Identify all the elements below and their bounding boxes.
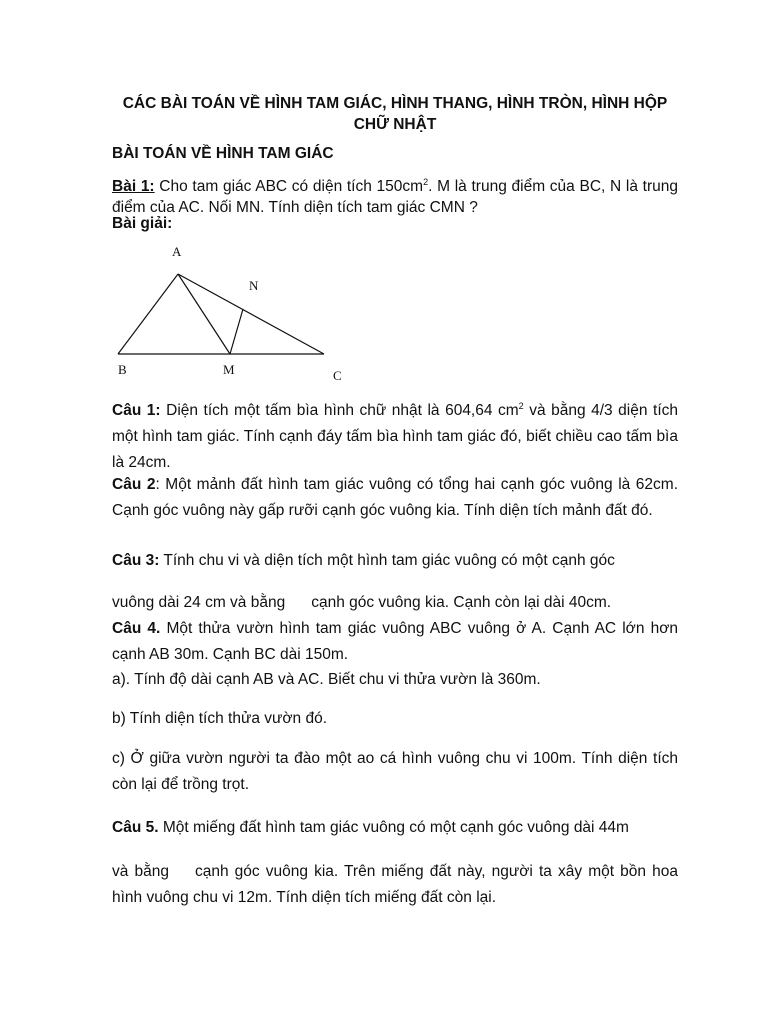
label-a: A	[172, 244, 182, 259]
question-4-label: Câu 4.	[112, 620, 161, 637]
exercise-1-text-b: . M là trung điểm của BC, N là trung điểm của AC. Nối MN. Tính diện tích tam giác CMN ?	[112, 178, 678, 216]
segment-am	[178, 274, 230, 354]
question-3-text-a: Tính chu vi và diện tích một hình tam giác vuông có một cạnh góc	[159, 552, 615, 569]
question-5-text-b2: cạnh góc vuông kia. Trên miếng đất này, người ta xây một bồn hoa hình vuông chu vi 12m. Tính diện tích miếng đất còn lại.	[112, 863, 678, 906]
question-3-text-b2: cạnh góc vuông kia. Cạnh còn lại dài 40cm.	[311, 594, 612, 611]
question-5-text-a: Một miếng đất hình tam giác vuông có một cạnh góc vuông dài 44m	[158, 819, 629, 836]
question-1-sup: 2	[518, 400, 524, 411]
question-4-part-c: c) Ở giữa vườn người ta đào một ao cá hình vuông chu vi 100m. Tính diện tích còn lại để trồng trọt.	[112, 750, 678, 793]
question-4	[112, 616, 678, 668]
question-4-part-a: a). Tính độ dài cạnh AB và AC. Biết chu vi thửa vườn là 360m.	[112, 671, 541, 688]
question-1-text-b: và bằng 4/3 diện tích một hình tam giác. Tính cạnh đáy tấm bìa hình tam giác đó, biết chiều cao tấm bìa là 24cm.	[112, 402, 678, 471]
label-m: M	[223, 362, 235, 377]
question-4-text: Một thửa vườn hình tam giác vuông ABC vuông ở A. Cạnh AC lớn hơn cạnh AB 30m. Cạnh BC dài 150m.	[112, 620, 678, 663]
triangle-figure	[112, 240, 362, 385]
question-2	[112, 472, 678, 524]
exercise-1	[112, 176, 678, 218]
question-2-text: : Một mảnh đất hình tam giác vuông có tổng hai cạnh góc vuông là 62cm. Cạnh góc vuông này gấp rưỡi cạnh góc vuông kia. Tính diện tích mảnh đất đó.	[112, 476, 678, 519]
exercise-1-sup: 2	[423, 176, 429, 187]
section-heading: BÀI TOÁN VỀ HÌNH TAM GIÁC	[112, 145, 334, 162]
question-2-label: Câu 2	[112, 476, 156, 493]
segment-ab	[118, 274, 178, 354]
question-3-text-b1: vuông dài 24 cm và bằng	[112, 594, 286, 611]
segment-mn	[230, 309, 243, 354]
question-1-text-a: Diện tích một tấm bìa hình chữ nhật là 604,64 cm	[160, 402, 519, 419]
question-3-label: Câu 3:	[112, 552, 160, 569]
exercise-1-label: Bài 1:	[112, 178, 155, 195]
question-5	[112, 815, 678, 841]
label-b: B	[118, 362, 127, 377]
label-c: C	[333, 368, 342, 383]
question-1-label: Câu 1:	[112, 402, 161, 419]
solution-label: Bài giải:	[112, 215, 173, 232]
label-n: N	[249, 278, 259, 293]
question-1	[112, 398, 678, 476]
page-title: CÁC BÀI TOÁN VỀ HÌNH TAM GIÁC, HÌNH THANG, HÌNH TRÒN, HÌNH HỘP CHỮ NHẬT	[122, 95, 668, 133]
question-3	[112, 548, 678, 574]
question-5-label: Câu 5.	[112, 819, 159, 836]
question-5-text-b1: và bằng	[112, 863, 169, 880]
question-5-continued	[112, 859, 678, 911]
question-3-continued	[112, 590, 678, 616]
question-4-part-b: b) Tính diện tích thửa vườn đó.	[112, 710, 328, 727]
exercise-1-text-a: Cho tam giác ABC có diện tích 150cm	[154, 178, 424, 195]
